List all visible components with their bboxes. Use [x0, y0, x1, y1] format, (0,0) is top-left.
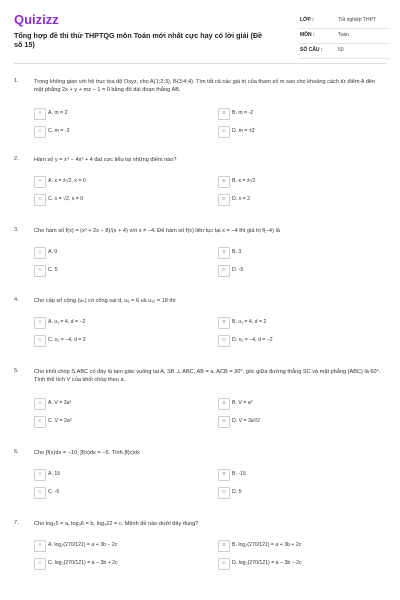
option-letter-box: C: [34, 126, 46, 138]
option-letter-box: D: [218, 126, 230, 138]
quizizz-logo: [14, 11, 84, 27]
option-text: B. -15: [232, 471, 246, 477]
option-letter-box: D: [218, 194, 230, 206]
question-6: [14, 449, 386, 509]
option-text: D. -5: [232, 267, 244, 273]
option-letter-box: B: [218, 317, 230, 329]
option-letter-box: A: [34, 469, 46, 481]
question-number: 2.: [14, 156, 19, 162]
question-number: 4.: [14, 297, 19, 303]
question-number: 6.: [14, 449, 19, 455]
question-text: Cho cấp số cộng (uₙ) có công sai d, u₆ = 6 và u₁₂ = 18 thì: [34, 298, 176, 304]
option-text: A. u₁ = 4, d = −2: [48, 319, 86, 325]
meta-info: [300, 14, 390, 59]
option-letter-box: A: [34, 176, 46, 188]
svg-text:Quizizz: Quizizz: [14, 12, 59, 27]
option-text: C. m = -3: [48, 128, 70, 134]
option-text: B. u₁ = 4, d = 2: [232, 319, 267, 325]
option-text: D. x = 2: [232, 196, 251, 202]
option-text: D. m = ±2: [232, 128, 255, 134]
option-text: B. V = a³: [232, 400, 253, 406]
option-letter-box: A: [34, 317, 46, 329]
question-text: Cho log₂5 = a, log₃6 = b, log₂22 = c. Mệnh đề nào dưới đây đúng?: [34, 521, 199, 527]
option-letter-box: A: [34, 247, 46, 259]
option-letter-box: C: [34, 416, 46, 428]
option-letter-box: A: [34, 540, 46, 552]
option-letter-box: C: [34, 487, 46, 499]
option-text: B. log₂(270/121) = a + 3b + 2c: [232, 542, 302, 548]
option-letter-box: D: [218, 265, 230, 277]
option-text: A. 15: [48, 471, 61, 477]
header-divider: [14, 63, 386, 64]
question-text: Trong không gian với hệ trục tọa độ Oxyz, cho A(1;2;3), B(3;4;4). Tìm tất cả các giá trị của tham số m sao cho khoảng cách từ điểm A đến mặt phẳng 2x + y + mz − 1 = 0 bằng độ dài đoạn thẳng AB.: [34, 79, 376, 94]
question-2: [14, 156, 386, 216]
meta-subject: MÔN : Toán: [300, 29, 390, 44]
meta-class: LỚP : Tốt nghiệp THPT: [300, 14, 390, 29]
option-letter-box: D: [218, 335, 230, 347]
question-1: [14, 78, 386, 138]
option-letter-box: B: [218, 176, 230, 188]
option-text: D. log₂(270/121) = a − 3b − 2c: [232, 560, 302, 566]
option-letter-box: B: [218, 398, 230, 410]
option-letter-box: D: [218, 558, 230, 570]
question-text: Cho khối chóp S.ABC có đáy là tam giác vuông tại A, SB ⊥ ABC, AB = a, ACB = 30°, góc giữa đường thẳng SC và mặt phẳng (ABC) là 60°. Tính thể tích V của khối chóp theo a.: [34, 369, 381, 384]
page-title: Tổng hợp đề thi thử THPTQG môn Toán mới nhất cực hay có lời giải (Đề số 15): [14, 31, 263, 49]
option-letter-box: C: [34, 335, 46, 347]
option-text: B. x = ±√2: [232, 178, 256, 184]
option-text: C. V = 2a³: [48, 418, 72, 424]
question-number: 5.: [14, 368, 19, 374]
question-text: Cho ∫f(x)dx = −10; ∫f(x)dx = −5. Tính ∫f(x)dx: [34, 450, 140, 456]
option-text: C. -5: [48, 489, 60, 495]
option-letter-box: A: [34, 398, 46, 410]
option-letter-box: B: [218, 540, 230, 552]
option-text: A. m = 2: [48, 110, 68, 116]
option-letter-box: B: [218, 247, 230, 259]
question-number: 7.: [14, 520, 19, 526]
option-letter-box: B: [218, 108, 230, 120]
question-4: [14, 297, 386, 357]
option-text: C. x = √2, x = 0: [48, 196, 84, 202]
option-text: D. u₁ = −4, d = −2: [232, 337, 273, 343]
option-text: A. 0: [48, 249, 58, 255]
option-text: A. x = ±√2, x = 0: [48, 178, 86, 184]
option-text: B. 3: [232, 249, 242, 255]
meta-count: SỐ CÂU : 50: [300, 44, 390, 59]
option-text: C. log₂(270/121) = a − 3b + 2c: [48, 560, 118, 566]
option-text: D. 5: [232, 489, 242, 495]
option-letter-box: C: [34, 194, 46, 206]
option-text: A. V = 3a³: [48, 400, 72, 406]
option-text: D. V = 3a³/2: [232, 418, 260, 424]
option-text: C. u₁ = −4, d = 2: [48, 337, 86, 343]
option-text: B. m = -2: [232, 110, 254, 116]
option-letter-box: C: [34, 265, 46, 277]
option-letter-box: C: [34, 558, 46, 570]
option-letter-box: B: [218, 469, 230, 481]
question-7: [14, 520, 386, 580]
question-text: Hàm số y = x⁴ − 4x² + 4 đạt cực tiểu tại những điểm nào?: [34, 157, 177, 163]
option-text: C. 5: [48, 267, 58, 273]
option-letter-box: D: [218, 487, 230, 499]
question-number: 1.: [14, 78, 19, 84]
option-letter-box: A: [34, 108, 46, 120]
question-number: 3.: [14, 227, 19, 233]
option-letter-box: D: [218, 416, 230, 428]
question-5: [14, 368, 386, 428]
worksheet-header: [0, 0, 400, 62]
question-3: [14, 227, 386, 287]
question-text: Cho hàm số f(x) = (x² + 2x − 8)/(x + 4) với x ≠ −4. Để hàm số f(x) liên tục tại x = −4 thì giá trị f(−4) là: [34, 228, 280, 234]
option-text: A. log₂(270/121) = a + 3b − 2c: [48, 542, 118, 548]
